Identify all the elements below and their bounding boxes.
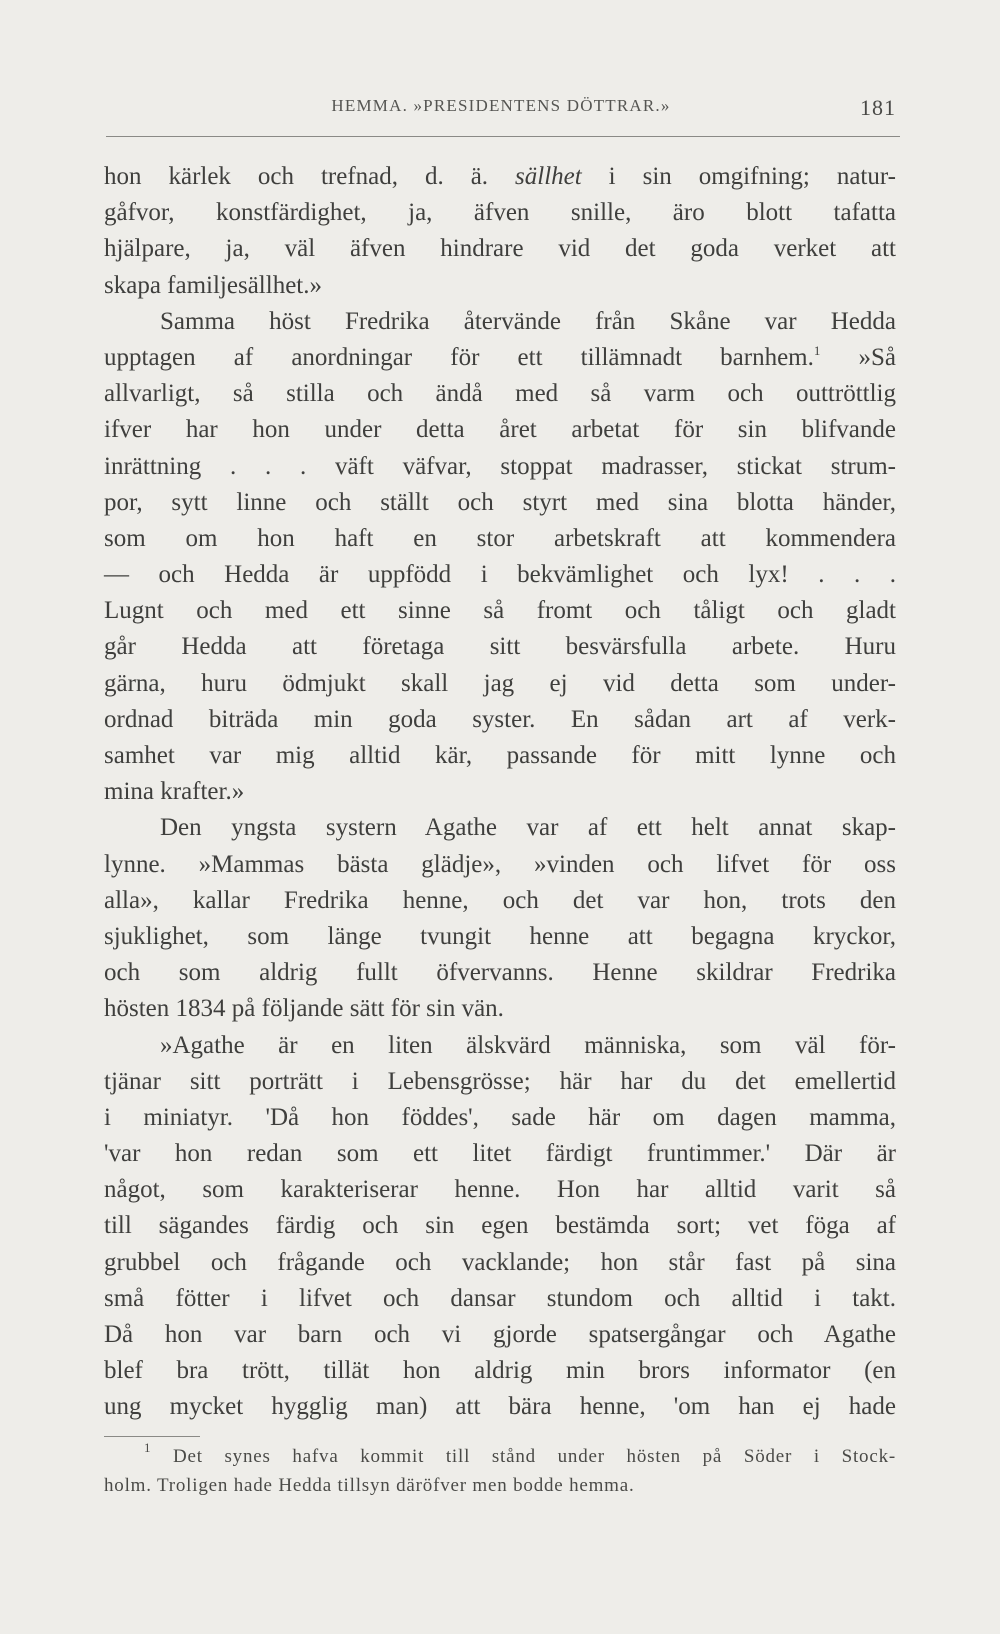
text-segment: — och Hedda är uppfödd i bekvämlighet och lyx! . . . (104, 561, 896, 589)
text-line (104, 991, 896, 1027)
text-segment: i sin omgifning; natur- (581, 163, 897, 190)
text-line (104, 1245, 896, 1281)
text-segment: något, som karakteriserar henne. Hon har alltid varit så (104, 1176, 896, 1204)
text-line (104, 412, 896, 448)
text-segment: i miniatyr. 'Då hon föddes', sade här om dagen mamma, (104, 1103, 896, 1131)
text-segment: inrättning . . . väft väfvar, stoppat madrasser, stickat strum- (104, 452, 896, 480)
text-segment: ung mycket hygglig man) att bära henne, 'om han ej hade (104, 1393, 896, 1421)
footnote-line (104, 1471, 896, 1500)
footnote-marker: 1 (813, 342, 821, 358)
text-line (104, 1136, 896, 1172)
text-segment: gåfvor, konstfärdighet, ja, äfven snille, äro blott tafatta (104, 199, 896, 227)
italic-text: sällhet (515, 163, 582, 190)
text-segment: »Så (820, 343, 896, 371)
text-line (104, 774, 896, 810)
text-line (104, 159, 896, 195)
footnote-rule (104, 1436, 200, 1437)
text-line (104, 304, 896, 340)
text-segment: Lugnt och med ett sinne så fromt och tåligt och gladt (104, 597, 896, 625)
text-line (104, 449, 896, 485)
text-segment: »Agathe är en liten älskvärd människa, som väl för- (160, 1031, 896, 1059)
text-segment: gärna, huru ödmjukt skall jag ej vid detta som under- (104, 669, 896, 697)
text-segment: Det synes hafva kommit till stånd under hösten på Söder i Stock- (151, 1446, 896, 1467)
text-segment: ordnad biträda min goda syster. En sådan art af verk- (104, 705, 896, 733)
text-segment: Då hon var barn och vi gjorde spatsergångar och Agathe (104, 1321, 896, 1348)
body-text (104, 159, 896, 1426)
text-line (104, 810, 896, 846)
text-segment: små fötter i lifvet och dansar stundom och alltid i takt. (104, 1284, 896, 1312)
text-line (104, 1353, 896, 1389)
text-line (104, 340, 896, 376)
text-line (104, 1172, 896, 1208)
page-header (106, 96, 896, 124)
page-number: 181 (860, 95, 896, 120)
text-segment: hjälpare, ja, väl äfven hindrare vid det goda verket att (104, 235, 896, 263)
text-line (104, 629, 896, 665)
text-segment: mina krafter.» (104, 778, 245, 806)
text-line (104, 268, 896, 304)
text-line (104, 1208, 896, 1244)
text-line (104, 738, 896, 774)
text-line (104, 1317, 896, 1353)
text-segment: upptagen af anordningar för ett tillämnadt barnhem. (104, 343, 814, 371)
text-line (104, 557, 896, 593)
text-line (104, 666, 896, 702)
text-segment: hon kärlek och trefnad, d. ä. (104, 163, 516, 190)
text-segment: samhet var mig alltid kär, passande för mitt lynne och (104, 742, 896, 769)
text-line (104, 1389, 896, 1425)
text-line (104, 1064, 896, 1100)
text-segment: till sägandes färdig och sin egen bestämda sort; vet föga af (104, 1212, 896, 1240)
footnote-line (104, 1442, 896, 1471)
text-segment: grubbel och frågande och vacklande; hon står fast på sina (104, 1248, 896, 1276)
text-segment: 'var hon redan som ett litet färdigt fruntimmer.' Där är (104, 1140, 896, 1168)
text-segment: por, sytt linne och ställt och styrt med sina blotta händer, (104, 488, 896, 516)
text-segment: skapa familjesällhet.» (104, 271, 322, 299)
text-line (104, 195, 896, 231)
header-rule (106, 136, 900, 137)
text-segment: och som aldrig fullt öfvervanns. Henne skildrar Fredrika (104, 959, 896, 987)
text-segment: lynne. »Mammas bästa glädje», »vinden och lifvet för oss (104, 850, 896, 878)
text-line (104, 376, 896, 412)
text-segment: alla», kallar Fredrika henne, och det var hon, trots den (104, 886, 896, 914)
text-line (104, 919, 896, 955)
text-line (104, 883, 896, 919)
text-line (104, 593, 896, 629)
text-segment: hösten 1834 på följande sätt för sin vän. (104, 995, 504, 1023)
text-segment: holm. Troligen hade Hedda tillsyn däröfver men bodde hemma. (104, 1475, 635, 1496)
text-line (104, 231, 896, 267)
footnotes (104, 1442, 896, 1500)
text-line (104, 1281, 896, 1317)
text-segment: som om hon haft en stor arbetskraft att kommendera (104, 524, 896, 552)
text-segment: ifver har hon under detta året arbetat för sin blifvande (104, 416, 896, 444)
text-line (104, 847, 896, 883)
text-line (104, 955, 896, 991)
text-segment: går Hedda att företaga sitt besvärsfulla arbete. Huru (104, 633, 896, 661)
text-line (104, 521, 896, 557)
text-line (104, 485, 896, 521)
footnote-marker: 1 (144, 1440, 152, 1455)
text-segment: allvarligt, så stilla och ändå med så varm och outtröttlig (104, 380, 896, 408)
text-line (104, 1028, 896, 1064)
text-segment: sjuklighet, som länge tvungit henne att begagna kryckor, (104, 922, 896, 950)
text-segment: Samma höst Fredrika återvände från Skåne var Hedda (160, 307, 896, 335)
text-segment: Den yngsta systern Agathe var af ett helt annat skap- (160, 814, 896, 842)
text-line (104, 1100, 896, 1136)
running-title: HEMMA. »PRESIDENTENS DÖTTRAR.» (331, 96, 671, 115)
text-segment: blef bra trött, tillät hon aldrig min brors informator (en (104, 1357, 896, 1385)
text-segment: tjänar sitt porträtt i Lebensgrösse; här har du det emellertid (104, 1067, 896, 1095)
text-line (104, 702, 896, 738)
